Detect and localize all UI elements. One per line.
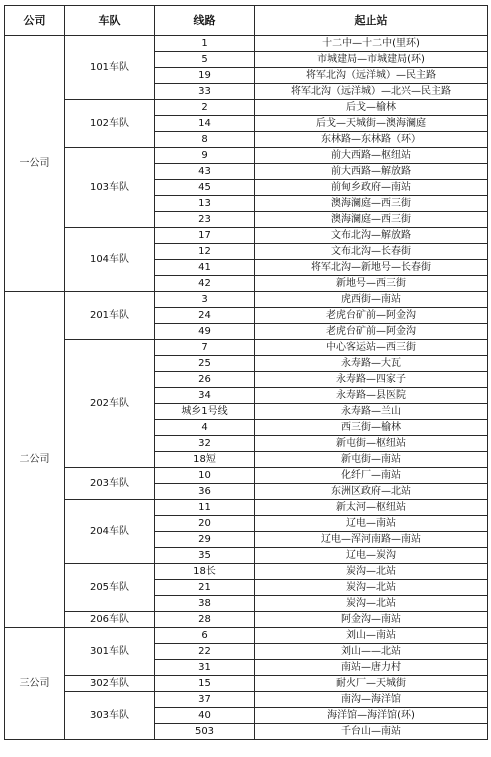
table-row [5,692,488,708]
stops-cell: 市城建局—市城建局(环) [255,52,488,68]
stops-cell: 化纤厂—南站 [255,468,488,484]
table-row [5,564,488,580]
bus-routes-table [4,5,488,740]
table-row [5,612,488,628]
line-cell: 19 [155,68,255,84]
line-cell: 37 [155,692,255,708]
line-cell: 11 [155,500,255,516]
team-cell: 302车队 [65,676,155,692]
line-cell: 9 [155,148,255,164]
header-team: 车队 [65,6,155,36]
line-cell: 43 [155,164,255,180]
stops-cell: 永寿路—县医院 [255,388,488,404]
line-cell: 5 [155,52,255,68]
line-cell: 8 [155,132,255,148]
stops-cell: 炭沟—北站 [255,564,488,580]
stops-cell: 文布北沟—解放路 [255,228,488,244]
line-cell: 28 [155,612,255,628]
line-cell: 4 [155,420,255,436]
line-cell: 15 [155,676,255,692]
line-cell: 18长 [155,564,255,580]
stops-cell: 海洋馆—海洋馆(环) [255,708,488,724]
stops-cell: 炭沟—北站 [255,596,488,612]
line-cell: 10 [155,468,255,484]
stops-cell: 老虎台矿前—阿金沟 [255,324,488,340]
table-row [5,676,488,692]
stops-cell: 东洲区政府—北站 [255,484,488,500]
line-cell: 20 [155,516,255,532]
stops-cell: 南站—唐力村 [255,660,488,676]
line-cell: 36 [155,484,255,500]
team-cell: 205车队 [65,564,155,612]
table-row [5,292,488,308]
line-cell: 21 [155,580,255,596]
team-cell: 102车队 [65,100,155,148]
stops-cell: 南沟—海洋馆 [255,692,488,708]
line-cell: 22 [155,644,255,660]
line-cell: 18短 [155,452,255,468]
line-cell: 14 [155,116,255,132]
table-row [5,628,488,644]
line-cell: 3 [155,292,255,308]
stops-cell: 前大西路—解放路 [255,164,488,180]
stops-cell: 永寿路—大瓦 [255,356,488,372]
team-cell: 301车队 [65,628,155,676]
stops-cell: 将军北沟（远洋城）—北兴—民主路 [255,84,488,100]
line-cell: 6 [155,628,255,644]
stops-cell: 新地号—西三街 [255,276,488,292]
stops-cell: 澳海澜庭—西三街 [255,196,488,212]
stops-cell: 东林路—东林路（环） [255,132,488,148]
line-cell: 25 [155,356,255,372]
line-cell: 49 [155,324,255,340]
table-row [5,228,488,244]
stops-cell: 辽电—炭沟 [255,548,488,564]
stops-cell: 文布北沟—长春街 [255,244,488,260]
team-cell: 206车队 [65,612,155,628]
table-row [5,468,488,484]
stops-cell: 辽电—南站 [255,516,488,532]
line-cell: 23 [155,212,255,228]
line-cell: 38 [155,596,255,612]
stops-cell: 刘山——北站 [255,644,488,660]
stops-cell: 将军北沟—新地号—长春街 [255,260,488,276]
stops-cell: 永寿路—兰山 [255,404,488,420]
stops-cell: 新太河—枢纽站 [255,500,488,516]
stops-cell: 刘山—南站 [255,628,488,644]
stops-cell: 虎西街—南站 [255,292,488,308]
line-cell: 24 [155,308,255,324]
line-cell: 12 [155,244,255,260]
stops-cell: 辽电—浑河南路—南站 [255,532,488,548]
table-body [5,36,488,740]
table-row [5,36,488,52]
header-stops: 起止站 [255,6,488,36]
team-cell: 204车队 [65,500,155,564]
team-cell: 202车队 [65,340,155,468]
team-cell: 303车队 [65,692,155,740]
line-cell: 7 [155,340,255,356]
line-cell: 503 [155,724,255,740]
stops-cell: 耐火厂—天城街 [255,676,488,692]
stops-cell: 新屯街—枢纽站 [255,436,488,452]
stops-cell: 西三街—榆林 [255,420,488,436]
team-cell: 103车队 [65,148,155,228]
stops-cell: 将军北沟（远洋城）—民主路 [255,68,488,84]
header-company: 公司 [5,6,65,36]
line-cell: 40 [155,708,255,724]
line-cell: 31 [155,660,255,676]
table-row [5,500,488,516]
header-row [5,6,488,36]
team-cell: 101车队 [65,36,155,100]
table-row [5,100,488,116]
line-cell: 41 [155,260,255,276]
line-cell: 29 [155,532,255,548]
header-line: 线路 [155,6,255,36]
stops-cell: 澳海澜庭—西三街 [255,212,488,228]
line-cell: 42 [155,276,255,292]
line-cell: 城乡1号线 [155,404,255,420]
stops-cell: 阿金沟—南站 [255,612,488,628]
table-header [5,6,488,36]
line-cell: 1 [155,36,255,52]
stops-cell: 十二中—十二中(里环) [255,36,488,52]
line-cell: 45 [155,180,255,196]
stops-cell: 永寿路—四家子 [255,372,488,388]
line-cell: 32 [155,436,255,452]
table-row [5,340,488,356]
line-cell: 13 [155,196,255,212]
line-cell: 17 [155,228,255,244]
stops-cell: 前大西路—枢纽站 [255,148,488,164]
table-row [5,148,488,164]
stops-cell: 老虎台矿前—阿金沟 [255,308,488,324]
line-cell: 33 [155,84,255,100]
line-cell: 34 [155,388,255,404]
company-cell: 三公司 [5,628,65,740]
stops-cell: 后戈—天城街—澳海澜庭 [255,116,488,132]
team-cell: 201车队 [65,292,155,340]
team-cell: 104车队 [65,228,155,292]
stops-cell: 后戈—榆林 [255,100,488,116]
team-cell: 203车队 [65,468,155,500]
line-cell: 26 [155,372,255,388]
stops-cell: 千台山—南站 [255,724,488,740]
line-cell: 35 [155,548,255,564]
stops-cell: 炭沟—北站 [255,580,488,596]
stops-cell: 中心客运站—西三街 [255,340,488,356]
stops-cell: 前甸乡政府—南站 [255,180,488,196]
company-cell: 二公司 [5,292,65,628]
stops-cell: 新屯街—南站 [255,452,488,468]
line-cell: 2 [155,100,255,116]
company-cell: 一公司 [5,36,65,292]
